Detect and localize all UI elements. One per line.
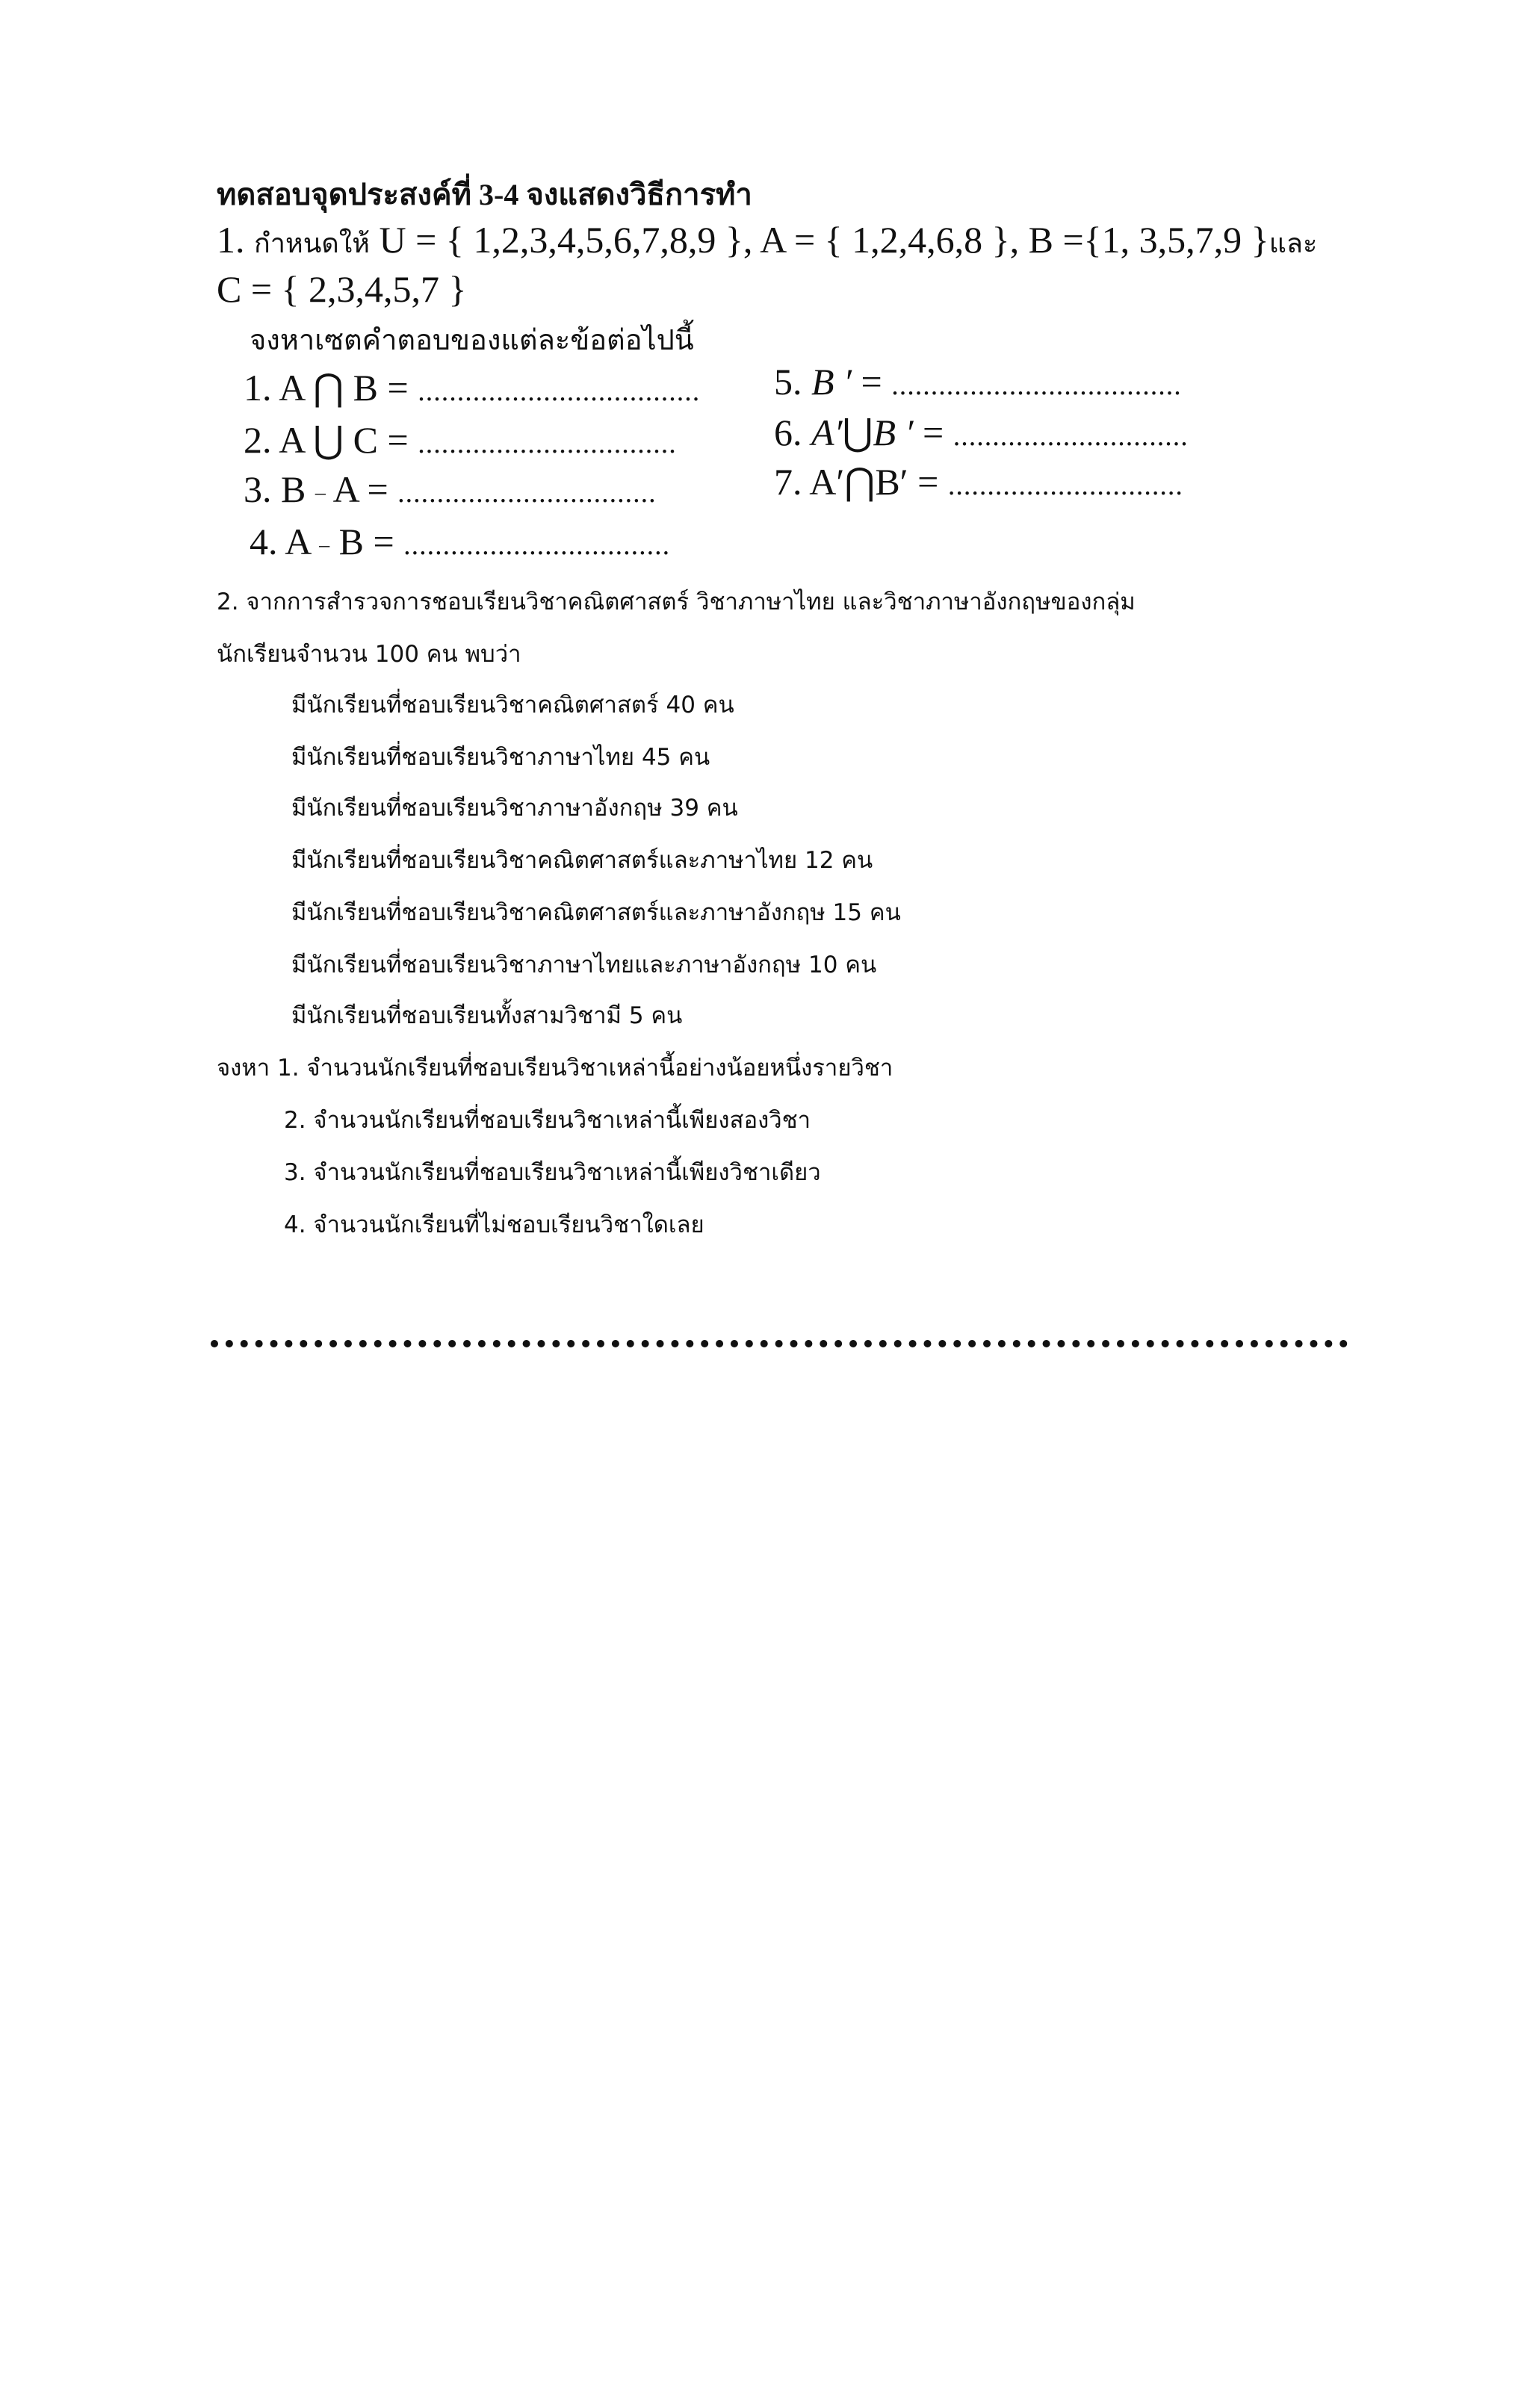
find-task: 2. จำนวนนักเรียนที่ชอบเรียนวิชาเหล่านี้เพียงสองวิชา xyxy=(284,1107,811,1134)
equals-sign: = xyxy=(851,361,892,403)
question-1-given-sets xyxy=(217,218,1317,264)
survey-fact: มีนักเรียนที่ชอบเรียนวิชาภาษาอังกฤษ 39 คน xyxy=(291,795,738,822)
survey-fact: มีนักเรียนที่ชอบเรียนวิชาภาษาไทยและภาษาอังกฤษ 10 คน xyxy=(291,952,877,978)
item-right-operand: B xyxy=(353,367,378,409)
item-left-operand: A xyxy=(279,367,304,409)
item-number: 6. xyxy=(774,412,802,453)
equals-sign: = xyxy=(377,419,418,461)
item-number: 4. xyxy=(250,521,278,562)
difference-symbol: – xyxy=(315,481,326,505)
survey-fact: มีนักเรียนที่ชอบเรียนวิชาคณิตศาสตร์ 40 คน xyxy=(291,692,734,719)
equals-sign: = xyxy=(357,468,398,510)
item-right-operand: B′ xyxy=(875,461,908,503)
answer-blank: .................................... xyxy=(418,376,701,407)
equals-sign: = xyxy=(377,367,418,409)
item-number: 5. xyxy=(774,361,802,403)
exercise-item-5 xyxy=(774,360,1182,403)
exercise-item-1 xyxy=(244,366,700,409)
item-left-operand: A xyxy=(285,521,310,562)
sets-text: U = { 1,2,3,4,5,6,7,8,9 }, A = { 1,2,4,6,8 }, B ={1, 3,5,7,9 } xyxy=(370,219,1269,261)
survey-fact: มีนักเรียนที่ชอบเรียนวิชาคณิตศาสตร์และภาษาไทย 12 คน xyxy=(291,847,873,874)
item-number: 3. xyxy=(244,468,272,510)
equals-sign: = xyxy=(913,412,953,453)
answer-blank: ................................. xyxy=(397,477,657,509)
difference-symbol: – xyxy=(319,533,330,557)
union-symbol: ⋃ xyxy=(313,419,344,461)
item-right-operand: B ′ xyxy=(873,412,914,453)
answer-blank: .............................. xyxy=(953,421,1189,452)
complement-expression: B ′ xyxy=(811,361,852,403)
find-task: จงหา 1. จำนวนนักเรียนที่ชอบเรียนวิชาเหล่านี้อย่างน้อยหนึ่งรายวิชา xyxy=(217,1055,893,1082)
answer-blank: ................................. xyxy=(418,428,677,459)
exercise-item-2 xyxy=(244,418,677,462)
item-left-operand: A′ xyxy=(811,412,843,453)
answer-blank: .................................. xyxy=(403,530,671,561)
question-number: 1. xyxy=(217,219,245,261)
set-c-definition: C = { 2,3,4,5,7 } xyxy=(217,268,467,310)
exercise-item-7 xyxy=(774,460,1183,503)
item-right-operand: B xyxy=(338,521,364,562)
equals-sign: = xyxy=(363,521,404,562)
item-number: 1. xyxy=(244,367,272,409)
dotted-divider xyxy=(211,1340,1348,1347)
find-task: 4. จำนวนนักเรียนที่ไม่ชอบเรียนวิชาใดเลย xyxy=(284,1211,704,1238)
survey-fact: มีนักเรียนที่ชอบเรียนวิชาคณิตศาสตร์และภาษาอังกฤษ 15 คน xyxy=(291,899,901,926)
exercise-item-3 xyxy=(244,468,657,511)
intersection-symbol: ⋂ xyxy=(844,461,876,503)
exercise-item-6 xyxy=(774,411,1189,454)
item-number: 7. xyxy=(774,461,802,503)
item-left-operand: A′ xyxy=(809,461,845,503)
item-left-operand: B xyxy=(281,468,306,510)
exercise-item-4 xyxy=(250,520,670,563)
question-2-intro: 2. จากการสำรวจการชอบเรียนวิชาคณิตศาสตร์ วิชาภาษาไทย และวิชาภาษาอังกฤษของกลุ่ม xyxy=(217,589,1136,615)
worksheet-heading: ทดสอบจุดประสงค์ที่ 3-4 จงแสดงวิธีการทำ xyxy=(217,178,752,211)
item-left-operand: A xyxy=(279,419,304,461)
union-symbol: ⋃ xyxy=(842,412,873,453)
intersection-symbol: ⋂ xyxy=(313,367,344,409)
item-right-operand: C xyxy=(353,419,378,461)
survey-fact: มีนักเรียนที่ชอบเรียนทั้งสามวิชามี 5 คน xyxy=(291,1002,683,1029)
survey-fact: มีนักเรียนที่ชอบเรียนวิชาภาษาไทย 45 คน xyxy=(291,744,710,771)
question-2-intro-continued: นักเรียนจำนวน 100 คน พบว่า xyxy=(217,641,521,668)
answer-blank: ..................................... xyxy=(891,370,1182,401)
equals-sign: = xyxy=(908,461,948,503)
item-number: 2. xyxy=(244,419,272,461)
answer-blank: .............................. xyxy=(947,470,1183,501)
and-word: และ xyxy=(1269,229,1318,258)
question-1-instruction: จงหาเซตคำตอบของแต่ละข้อต่อไปนี้ xyxy=(250,325,694,356)
given-word: กำหนดให้ xyxy=(254,229,371,258)
item-right-operand: A xyxy=(332,468,358,510)
find-task: 3. จำนวนนักเรียนที่ชอบเรียนวิชาเหล่านี้เพียงวิชาเดียว xyxy=(284,1159,821,1186)
